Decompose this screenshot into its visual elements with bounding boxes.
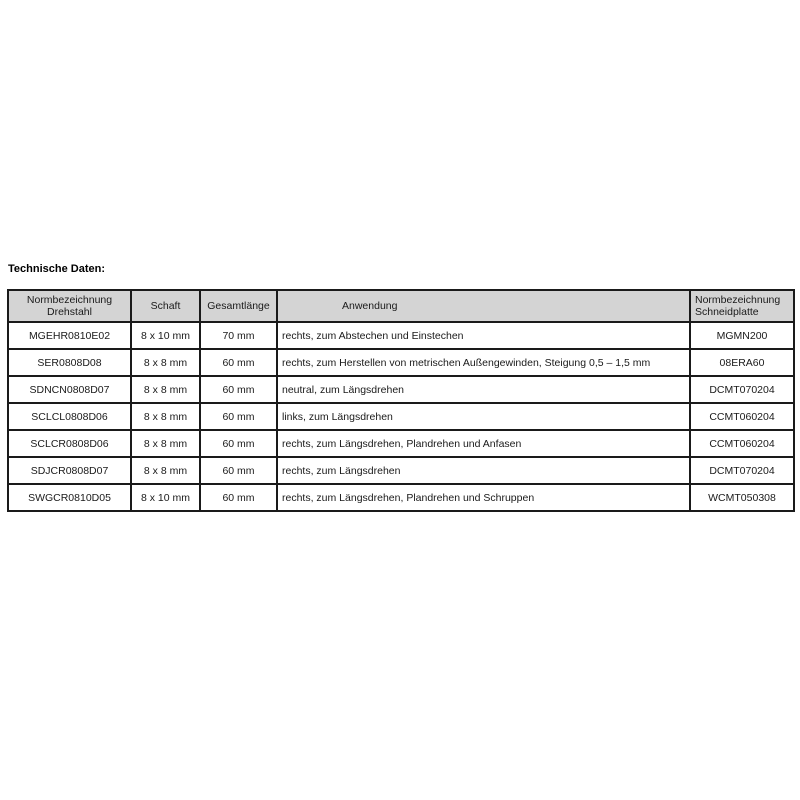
cell-schneidplatte: 08ERA60 xyxy=(690,349,794,376)
header-schaft: Schaft xyxy=(131,290,200,322)
technical-data-table xyxy=(7,289,795,512)
cell-drehstahl: SWGCR0810D05 xyxy=(8,484,131,511)
cell-schaft: 8 x 8 mm xyxy=(131,403,200,430)
section-title: Technische Daten: xyxy=(8,263,105,275)
header-line: Drehstahl xyxy=(47,306,92,318)
cell-gesamtlaenge: 60 mm xyxy=(200,484,277,511)
cell-schneidplatte: DCMT070204 xyxy=(690,376,794,403)
cell-schneidplatte: WCMT050308 xyxy=(690,484,794,511)
cell-gesamtlaenge: 60 mm xyxy=(200,430,277,457)
table-row xyxy=(8,349,794,376)
header-line: Schneidplatte xyxy=(695,306,759,318)
cell-gesamtlaenge: 60 mm xyxy=(200,376,277,403)
header-gesamtlaenge: Gesamtlänge xyxy=(200,290,277,322)
cell-schaft: 8 x 8 mm xyxy=(131,430,200,457)
header-normbezeichnung-drehstahl xyxy=(8,290,131,322)
cell-drehstahl: SDNCN0808D07 xyxy=(8,376,131,403)
header-line: Normbezeichnung xyxy=(695,294,781,306)
table-row xyxy=(8,484,794,511)
cell-drehstahl: MGEHR0810E02 xyxy=(8,322,131,349)
table-header-row xyxy=(8,290,794,322)
cell-schneidplatte: DCMT070204 xyxy=(690,457,794,484)
cell-gesamtlaenge: 60 mm xyxy=(200,349,277,376)
cell-schaft: 8 x 8 mm xyxy=(131,376,200,403)
cell-schneidplatte: CCMT060204 xyxy=(690,430,794,457)
cell-anwendung: links, zum Längsdrehen xyxy=(277,403,690,430)
header-line: Normbezeichnung xyxy=(26,294,113,306)
cell-drehstahl: SCLCR0808D06 xyxy=(8,430,131,457)
cell-anwendung: neutral, zum Längsdrehen xyxy=(277,376,690,403)
cell-gesamtlaenge: 70 mm xyxy=(200,322,277,349)
cell-gesamtlaenge: 60 mm xyxy=(200,403,277,430)
table-row xyxy=(8,457,794,484)
cell-drehstahl: SER0808D08 xyxy=(8,349,131,376)
cell-anwendung: rechts, zum Längsdrehen, Plandrehen und Schruppen xyxy=(277,484,690,511)
cell-drehstahl: SCLCL0808D06 xyxy=(8,403,131,430)
cell-anwendung: rechts, zum Längsdrehen, Plandrehen und Anfasen xyxy=(277,430,690,457)
cell-anwendung: rechts, zum Längsdrehen xyxy=(277,457,690,484)
cell-anwendung: rechts, zum Abstechen und Einstechen xyxy=(277,322,690,349)
cell-schaft: 8 x 8 mm xyxy=(131,349,200,376)
table-row xyxy=(8,322,794,349)
header-normbezeichnung-schneidplatte xyxy=(690,290,794,322)
table-row xyxy=(8,376,794,403)
cell-gesamtlaenge: 60 mm xyxy=(200,457,277,484)
cell-schneidplatte: CCMT060204 xyxy=(690,403,794,430)
cell-schaft: 8 x 10 mm xyxy=(131,484,200,511)
header-anwendung: Anwendung xyxy=(277,290,690,322)
cell-schaft: 8 x 8 mm xyxy=(131,457,200,484)
table-row xyxy=(8,430,794,457)
cell-schaft: 8 x 10 mm xyxy=(131,322,200,349)
cell-drehstahl: SDJCR0808D07 xyxy=(8,457,131,484)
table-row xyxy=(8,403,794,430)
cell-schneidplatte: MGMN200 xyxy=(690,322,794,349)
cell-anwendung: rechts, zum Herstellen von metrischen Außengewinden, Steigung 0,5 – 1,5 mm xyxy=(277,349,690,376)
